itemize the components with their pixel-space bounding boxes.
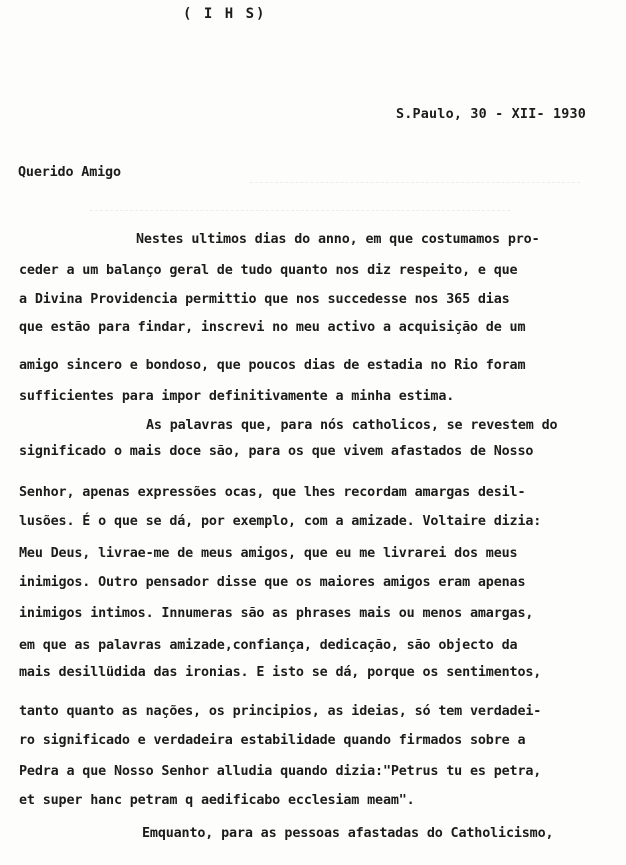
letter-salutation: Querido Amigo <box>18 165 121 180</box>
body-line: ro significado e verdadeira estabilidade quando firmados sobre a <box>19 733 526 748</box>
paper-texture-rule <box>90 210 510 211</box>
letter-dateline: S.Paulo, 30 - XII- 1930 <box>396 107 587 122</box>
body-line: em que as palavras amizade,confiança, dedicação, são objecto da <box>19 638 518 653</box>
body-line: inimigos intimos. Innumeras são as phrases mais ou menos amargas, <box>19 606 534 621</box>
body-line: tanto quanto as nações, os principios, as ideias, só tem verdadei- <box>19 704 542 719</box>
body-line: Pedra a que Nosso Senhor alludia quando dizia:"Petrus tu es petra, <box>19 764 542 779</box>
body-line: significado o mais doce são, para os que vivem afastados de Nosso <box>19 444 534 459</box>
body-line: sufficientes para impor definitivamente a minha estima. <box>19 389 455 404</box>
paper-texture-rule <box>250 182 580 183</box>
body-line: a Divina Providencia permittio que nos succedesse nos 365 dias <box>19 292 510 307</box>
body-line: lusões. É o que se dá, por exemplo, com a amizade. Voltaire dizia: <box>19 514 542 529</box>
letter-header-ihs: ( I H S) <box>183 6 267 22</box>
body-line: inimigos. Outro pensador disse que os maiores amigos eram apenas <box>19 575 526 590</box>
body-line: que estão para findar, inscrevi no meu activo a acquisição de um <box>19 320 526 335</box>
body-line: ceder a um balanço geral de tudo quanto nos diz respeito, e que <box>19 263 518 278</box>
body-line: et super hanc petram q aedificabo ecclesiam meam". <box>19 793 415 808</box>
body-line: Senhor, apenas expressões ocas, que lhes recordam amargas desil- <box>19 485 526 500</box>
body-line: amigo sincero e bondoso, que poucos dias de estadia no Rio foram <box>19 358 526 373</box>
body-line: Emquanto, para as pessoas afastadas do Catholicismo, <box>142 826 554 841</box>
body-line: As palavras que, para nós catholicos, se revestem do <box>146 418 558 433</box>
body-line: mais desillüdida das ironias. E isto se dá, porque os sentimentos, <box>19 665 542 680</box>
body-line: Meu Deus, livrae-me de meus amigos, que eu me livrarei dos meus <box>19 546 518 561</box>
body-line: Nestes ultimos dias do anno, em que costumamos pro- <box>136 232 540 247</box>
